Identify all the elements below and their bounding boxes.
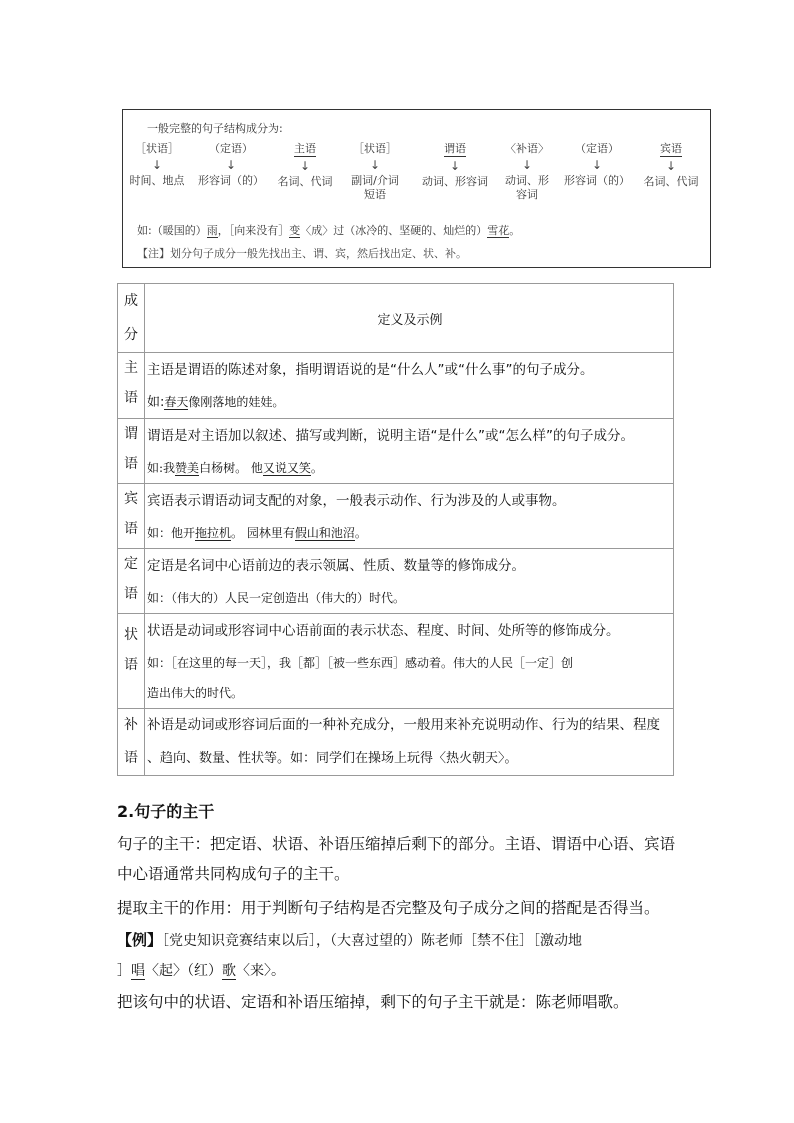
component-name-cell: 谓 语 (118, 419, 145, 484)
down-arrow-icon: ↓ (591, 158, 603, 172)
section-title: 2.句子的主干 (117, 802, 215, 821)
component-name-cell: 补 语 (118, 709, 145, 776)
down-arrow-icon: ↓ (299, 159, 311, 173)
component-label: （定语） (575, 142, 619, 155)
diagram-note: 【注】划分句子成分一般先找出主、谓、宾，然后找出定、状、补。 (137, 247, 467, 260)
example-text: 如：他开拖拉机。 园林里有假山和池沼。 (147, 526, 367, 540)
table-header-row (118, 284, 674, 353)
component-label: ［状语］ (353, 142, 397, 155)
definition-text: 主语是谓语的陈述对象，指明谓语说的是“什么人”或“什么事”的句子成分。 (147, 362, 594, 378)
definition-text: 补语是动词或形容词后面的一种补充成分，一般用来补充说明动作、行为的结果、程度 (147, 717, 660, 733)
component-desc: 形容词（的） (564, 174, 630, 187)
paragraph-definition: 句子的主干：把定语、状语、补语压缩掉后剩下的部分。主语、谓语中心语、宾语中心语通常共同构成句子的主干。 (117, 835, 676, 883)
component-desc: 形容词（的） (198, 174, 264, 187)
definition-cell (145, 614, 674, 709)
component-label: 宾语 (660, 142, 682, 155)
diagram-intro: 一般完整的句子结构成分为: (147, 122, 283, 135)
paragraph-purpose: 提取主干的作用：用于判断句子结构是否完整及句子成分之间的搭配是否得当。 (117, 899, 660, 917)
component-name-cell: 状 语 (118, 614, 145, 709)
down-arrow-icon: ↓ (449, 159, 461, 173)
component-name-cell: 定 语 (118, 549, 145, 614)
component-desc: 副词/介词短语 (351, 174, 399, 201)
table-row (118, 419, 674, 484)
example-text: 如:我赞美白杨树。 他又说又笑。 (147, 461, 323, 475)
component-label: 谓语 (444, 142, 466, 155)
component-desc: 名词、代词 (277, 175, 333, 188)
definition-cell (145, 484, 674, 549)
down-arrow-icon: ↓ (151, 158, 163, 172)
component-subject (270, 142, 340, 189)
table-row (118, 353, 674, 419)
component-predicate (420, 142, 490, 189)
component-name-cell: 主 语 (118, 353, 145, 419)
component-desc: 时间、地点 (129, 174, 185, 187)
component-adverbial-1 (122, 142, 192, 188)
table-row (118, 614, 674, 709)
component-label: （定语） (209, 142, 253, 155)
component-attributive-1 (196, 142, 266, 188)
down-arrow-icon: ↓ (665, 159, 677, 173)
definition-cell (145, 419, 674, 484)
component-complement (492, 142, 562, 202)
example-text-cont: 造出伟大的时代。 (147, 686, 244, 700)
down-arrow-icon: ↓ (369, 158, 381, 172)
component-label: 〈补语〉 (505, 142, 549, 155)
component-label: 主语 (294, 142, 316, 155)
definition-cell (145, 353, 674, 419)
table-row (118, 484, 674, 549)
diagram-example: 如:（暖国的）雨，［向来没有］变〈成〉过（冰冷的、坚硬的、灿烂的）雪花。 (137, 224, 521, 237)
down-arrow-icon: ↓ (225, 158, 237, 172)
component-name-cell: 宾 语 (118, 484, 145, 549)
component-attributive-2 (562, 142, 632, 188)
component-adverbial-2 (340, 142, 410, 202)
example-text: 如:春天像刚落地的娃娃。 (147, 395, 285, 410)
down-arrow-icon: ↓ (521, 158, 533, 172)
table-row (118, 549, 674, 614)
example-line-1: 【例】［党史知识竞赛结束以后］，（大喜过望的）陈老师［禁不住］［激动地 (117, 931, 583, 949)
definition-text: 定语是名词中心语前边的表示领属、性质、数量等的修饰成分。 (147, 558, 525, 574)
table-row (118, 709, 674, 776)
sentence-structure-diagram (122, 109, 711, 268)
header-definition-cell: 定义及示例 (145, 284, 674, 353)
definition-text: 谓语是对主语加以叙述、描写或判断，说明主语“是什么”或“怎么样”的句子成分。 (147, 428, 634, 444)
component-label: ［状语］ (135, 142, 179, 155)
definition-cell (145, 709, 674, 776)
component-desc: 名词、代词 (643, 175, 699, 188)
definition-text: 状语是动词或形容词中心语前面的表示状态、程度、时间、处所等的修饰成分。 (147, 623, 620, 639)
header-component-cell: 成 分 (118, 284, 145, 353)
component-desc: 动词、形容词 (422, 175, 488, 188)
sentence-components-table (117, 283, 674, 776)
paragraph-conclusion: 把该句中的状语、定语和补语压缩掉，剩下的句子主干就是：陈老师唱歌。 (117, 993, 629, 1011)
example-text: 如：［在这里的每一天］，我［都］［被一些东西］感动着。伟大的人民［一定］创 (147, 656, 574, 670)
example-line-2: ］唱〈起〉（红）歌〈来〉。 (117, 963, 285, 979)
example-text: 如：（伟大的）人民一定创造出（伟大的）时代。 (147, 591, 406, 605)
definition-cell (145, 549, 674, 614)
definition-text-cont: 、趋向、数量、性状等。如：同学们在操场上玩得〈热火朝天〉。 (147, 751, 518, 766)
component-object (636, 142, 706, 189)
component-desc: 动词、形容词 (505, 174, 549, 201)
definition-text: 宾语表示谓语动词支配的对象，一般表示动作、行为涉及的人或事物。 (147, 493, 566, 509)
